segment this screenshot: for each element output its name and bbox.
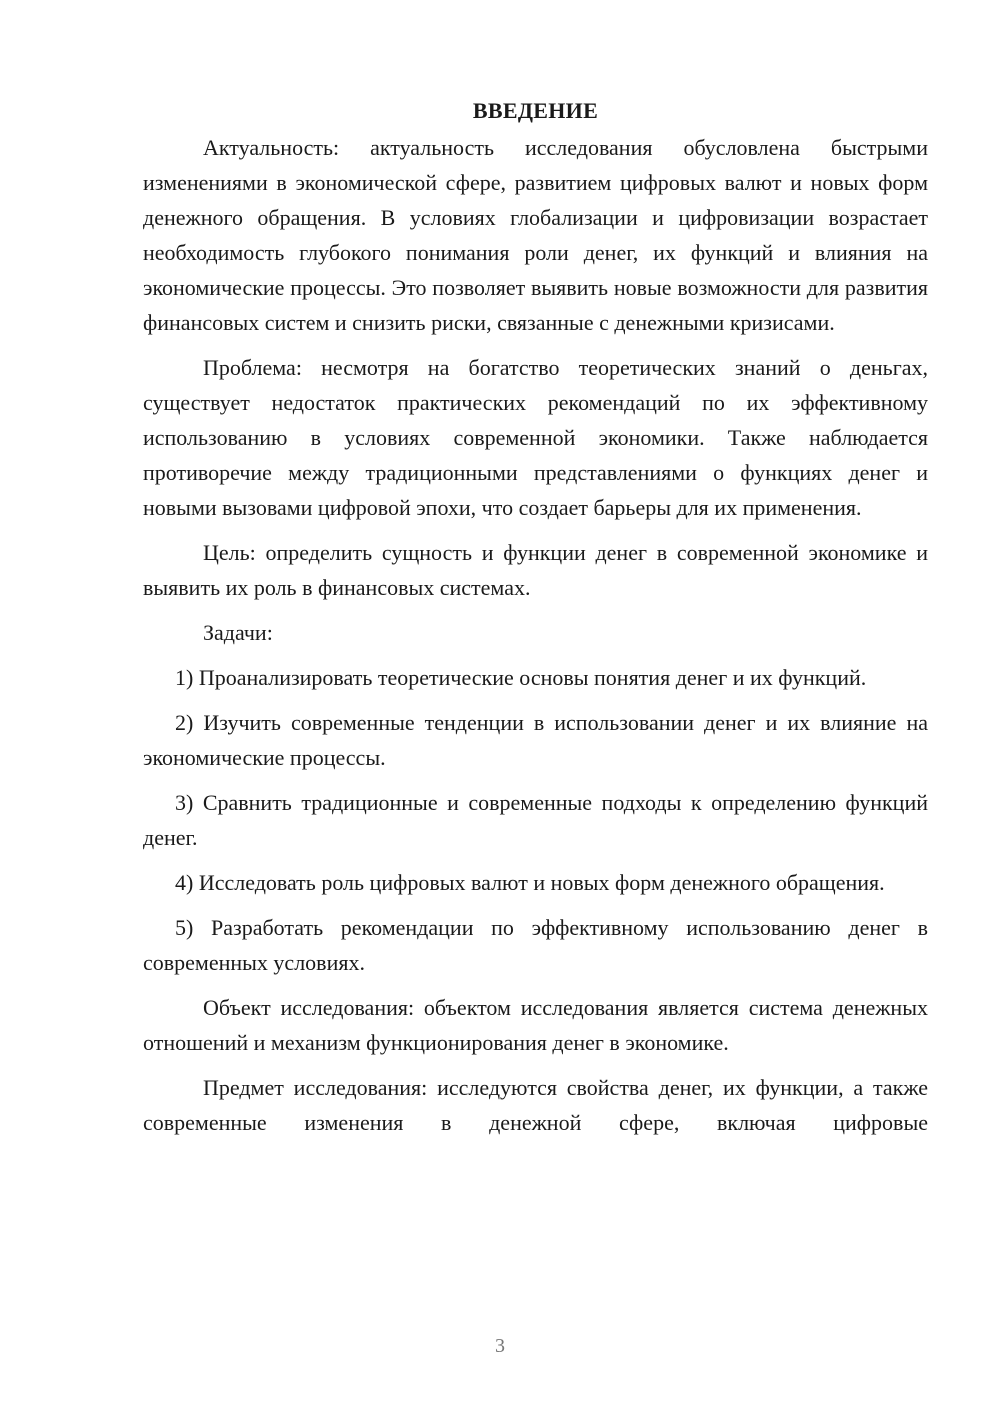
task-item: 5) Разработать рекомендации по эффективному использованию денег в современных условиях. [143,915,928,975]
relevance-paragraph: Актуальность: актуальность исследования обусловлена быстрыми изменениями в экономической сфере, развитием цифровых валют и новых форм денежного обращения. В условиях глобализации и цифровизации возрастает необходимость глубокого понимания роли денег, их функций и влияния на экономические процессы. Это позволяет выявить новые возможности для развития финансовых систем и снизить риски, связанные с денежными кризисами. [143,135,928,335]
goal-paragraph: Цель: определить сущность и функции денег в современной экономике и выявить их роль в финансовых системах. [143,540,928,600]
subject-paragraph: Предмет исследования: исследуются свойства денег, их функции, а также современные изменения в денежной сфере, включая цифровые [143,1075,928,1135]
task-item: 4) Исследовать роль цифровых валют и новых форм денежного обращения. [175,870,885,895]
task-item: 3) Сравнить традиционные и современные подходы к определению функций денег. [143,790,928,850]
object-paragraph: Объект исследования: объектом исследования является система денежных отношений и механизм функционирования денег в экономике. [143,995,928,1055]
tasks-heading: Задачи: [203,620,273,645]
page-number: 3 [495,1335,505,1357]
problem-paragraph: Проблема: несмотря на богатство теоретических знаний о деньгах, существует недостаток практических рекомендаций по их эффективному использованию в условиях современной экономики. Также наблюдается противоречие между традиционными представлениями о функциях денег и новыми вызовами цифровой эпохи, что создает барьеры для их применения. [143,355,928,520]
page-title: ВВЕДЕНИЕ [472,98,599,123]
document-page [143,96,928,1150]
task-item: 1) Проанализировать теоретические основы понятия денег и их функций. [175,665,867,690]
task-item: 2) Изучить современные тенденции в использовании денег и их влияние на экономические процессы. [143,710,928,770]
